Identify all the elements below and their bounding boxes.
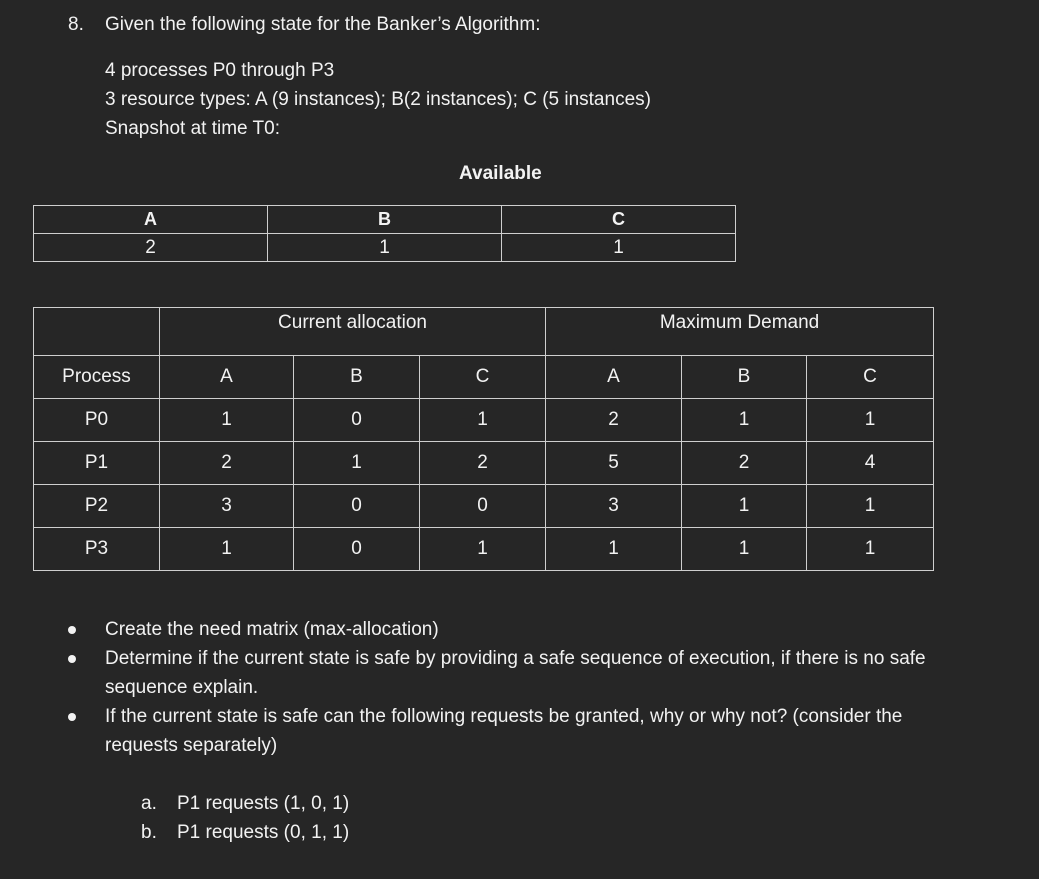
column-header: B <box>294 356 420 399</box>
available-header-b: B <box>268 206 502 234</box>
table-row <box>34 485 934 528</box>
table-cell: P1 <box>34 442 160 485</box>
table-cell: 1 <box>294 442 420 485</box>
column-header: Process <box>34 356 160 399</box>
table-cell: P3 <box>34 528 160 571</box>
column-header: B <box>682 356 807 399</box>
sub-item-letter: b. <box>141 822 157 843</box>
list-item-text: Determine if the current state is safe by providing a safe sequence of execution, if there is no safe sequence explain. <box>105 648 926 698</box>
table-cell: 0 <box>294 399 420 442</box>
available-header-c: C <box>502 206 736 234</box>
bullet-dot-icon <box>68 655 76 663</box>
info-resources: 3 resource types: A (9 instances); B(2 instances); C (5 instances) <box>105 89 651 110</box>
table-cell: 1 <box>807 399 934 442</box>
table-cell: 5 <box>546 442 682 485</box>
column-header: C <box>420 356 546 399</box>
table-cell: 1 <box>682 399 807 442</box>
allocation-table <box>33 307 934 571</box>
available-value-row <box>34 234 736 262</box>
sub-item-text: P1 requests (1, 0, 1) <box>177 793 350 814</box>
table-cell: 1 <box>546 528 682 571</box>
table-cell: 2 <box>420 442 546 485</box>
table-cell: 0 <box>294 485 420 528</box>
task-list <box>68 615 968 760</box>
group-header-empty <box>34 308 160 356</box>
column-header-row <box>34 356 934 399</box>
sub-item-letter: a. <box>141 793 157 814</box>
table-cell: 0 <box>294 528 420 571</box>
sub-item-b <box>141 822 349 844</box>
table-cell: P2 <box>34 485 160 528</box>
list-item-text: If the current state is safe can the following requests be granted, why or why not? (consider the requests separately) <box>105 706 903 756</box>
table-cell: 1 <box>807 528 934 571</box>
list-item <box>68 615 968 644</box>
table-cell: 1 <box>420 528 546 571</box>
table-row <box>34 528 934 571</box>
group-header-maximum-demand: Maximum Demand <box>546 308 934 356</box>
table-cell: 4 <box>807 442 934 485</box>
column-header: C <box>807 356 934 399</box>
available-title: Available <box>459 163 542 184</box>
column-header: A <box>160 356 294 399</box>
table-cell: 1 <box>807 485 934 528</box>
table-cell: 2 <box>682 442 807 485</box>
sub-item-text: P1 requests (0, 1, 1) <box>177 822 350 843</box>
table-cell: 1 <box>682 528 807 571</box>
available-table <box>33 205 736 262</box>
info-snapshot: Snapshot at time T0: <box>105 118 280 139</box>
available-value-c: 1 <box>502 234 736 262</box>
column-header: A <box>546 356 682 399</box>
table-row <box>34 399 934 442</box>
table-cell: 1 <box>682 485 807 528</box>
list-item <box>68 702 968 760</box>
question-heading <box>68 14 540 36</box>
question-title: Given the following state for the Banker’s Algorithm: <box>105 14 541 35</box>
table-cell: 2 <box>160 442 294 485</box>
table-cell: 1 <box>160 528 294 571</box>
available-value-b: 1 <box>268 234 502 262</box>
group-header-row <box>34 308 934 356</box>
table-cell: 3 <box>546 485 682 528</box>
question-number: 8. <box>68 14 84 35</box>
table-cell: 0 <box>420 485 546 528</box>
table-cell: P0 <box>34 399 160 442</box>
available-value-a: 2 <box>34 234 268 262</box>
table-cell: 2 <box>546 399 682 442</box>
sub-item-a <box>141 793 349 815</box>
group-header-current-allocation: Current allocation <box>160 308 546 356</box>
bullet-dot-icon <box>68 713 76 721</box>
list-item <box>68 644 968 702</box>
list-item-text: Create the need matrix (max-allocation) <box>105 619 439 640</box>
available-header-row <box>34 206 736 234</box>
info-processes: 4 processes P0 through P3 <box>105 60 335 81</box>
table-cell: 1 <box>160 399 294 442</box>
available-header-a: A <box>34 206 268 234</box>
table-cell: 3 <box>160 485 294 528</box>
bullet-dot-icon <box>68 626 76 634</box>
table-cell: 1 <box>420 399 546 442</box>
table-row <box>34 442 934 485</box>
